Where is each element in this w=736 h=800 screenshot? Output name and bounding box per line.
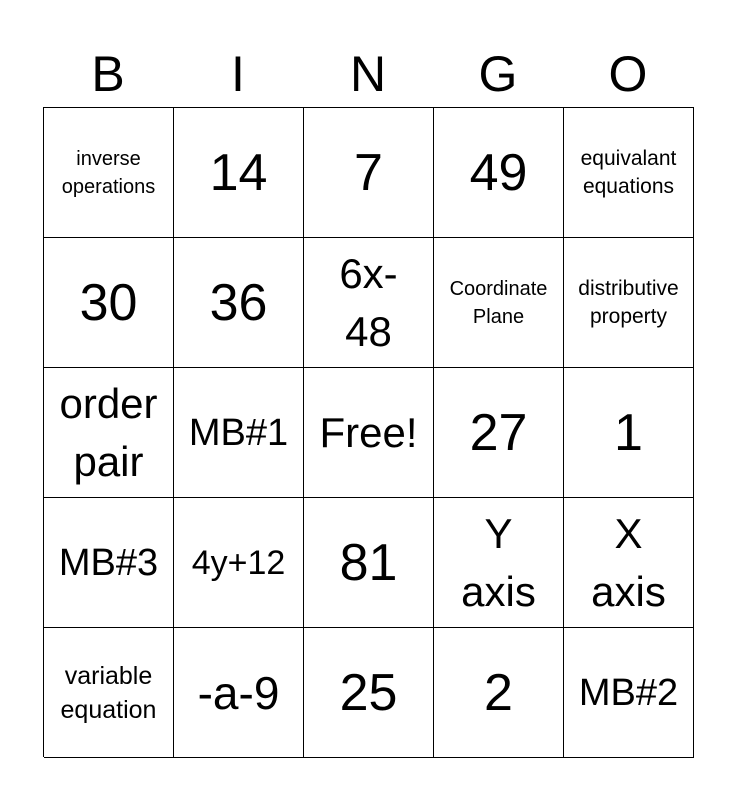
bingo-header (43, 40, 693, 108)
bingo-cell[interactable] (434, 368, 564, 498)
header-letter-g: G (478, 46, 518, 102)
cell-text: Y axis (461, 509, 536, 615)
cell-text: 36 (209, 273, 268, 332)
header-letter-b: B (91, 46, 125, 102)
cell-text: 6x-48 (339, 249, 398, 355)
bingo-cell[interactable] (564, 368, 694, 498)
cell-text: 1 (614, 403, 643, 462)
bingo-cell[interactable] (434, 628, 564, 758)
cell-text: 81 (339, 533, 398, 592)
bingo-cell[interactable] (44, 108, 174, 238)
header-letter-o: O (608, 46, 648, 102)
cell-text: 27 (469, 403, 528, 462)
bingo-cell free-space[interactable] (304, 368, 434, 498)
bingo-cell[interactable] (174, 238, 304, 368)
cell-text: variable equation (60, 661, 157, 724)
cell-text: Free! (319, 408, 418, 456)
bingo-card-grid (43, 107, 694, 757)
bingo-cell[interactable] (174, 498, 304, 628)
cell-text: 49 (469, 143, 528, 202)
bingo-cell[interactable] (564, 108, 694, 238)
cell-text: inverse operations (61, 147, 156, 198)
cell-text: X axis (591, 509, 666, 615)
header-letter-i: I (231, 46, 245, 102)
cell-text: order pair (59, 379, 158, 485)
cell-text: equivalant equations (580, 146, 677, 198)
bingo-cell[interactable] (44, 238, 174, 368)
bingo-cell[interactable] (434, 498, 564, 628)
cell-text: 25 (339, 663, 398, 722)
cell-text: 2 (484, 663, 513, 722)
bingo-cell[interactable] (564, 498, 694, 628)
bingo-cell[interactable] (174, 368, 304, 498)
bingo-cell[interactable] (44, 628, 174, 758)
cell-text: -a-9 (197, 666, 280, 719)
cell-text: MB#1 (188, 411, 289, 454)
cell-text: distributive property (578, 276, 679, 328)
cell-text: 30 (79, 273, 138, 332)
bingo-cell[interactable] (304, 108, 434, 238)
bingo-cell[interactable] (44, 368, 174, 498)
header-letter-n: N (349, 46, 387, 102)
cell-text: 4y+12 (191, 543, 286, 582)
bingo-cell[interactable] (434, 238, 564, 368)
bingo-cell[interactable] (174, 628, 304, 758)
bingo-cell[interactable] (304, 498, 434, 628)
bingo-cell[interactable] (44, 498, 174, 628)
cell-text: MB#2 (578, 671, 679, 714)
bingo-cell[interactable] (564, 628, 694, 758)
bingo-cell[interactable] (564, 238, 694, 368)
cell-text: 14 (209, 143, 268, 202)
bingo-cell[interactable] (304, 238, 434, 368)
cell-text: MB#3 (58, 541, 159, 584)
bingo-cell[interactable] (304, 628, 434, 758)
bingo-cell[interactable] (174, 108, 304, 238)
bingo-cell[interactable] (434, 108, 564, 238)
cell-text: Coordinate Plane (449, 277, 548, 328)
cell-text: 7 (354, 143, 383, 202)
